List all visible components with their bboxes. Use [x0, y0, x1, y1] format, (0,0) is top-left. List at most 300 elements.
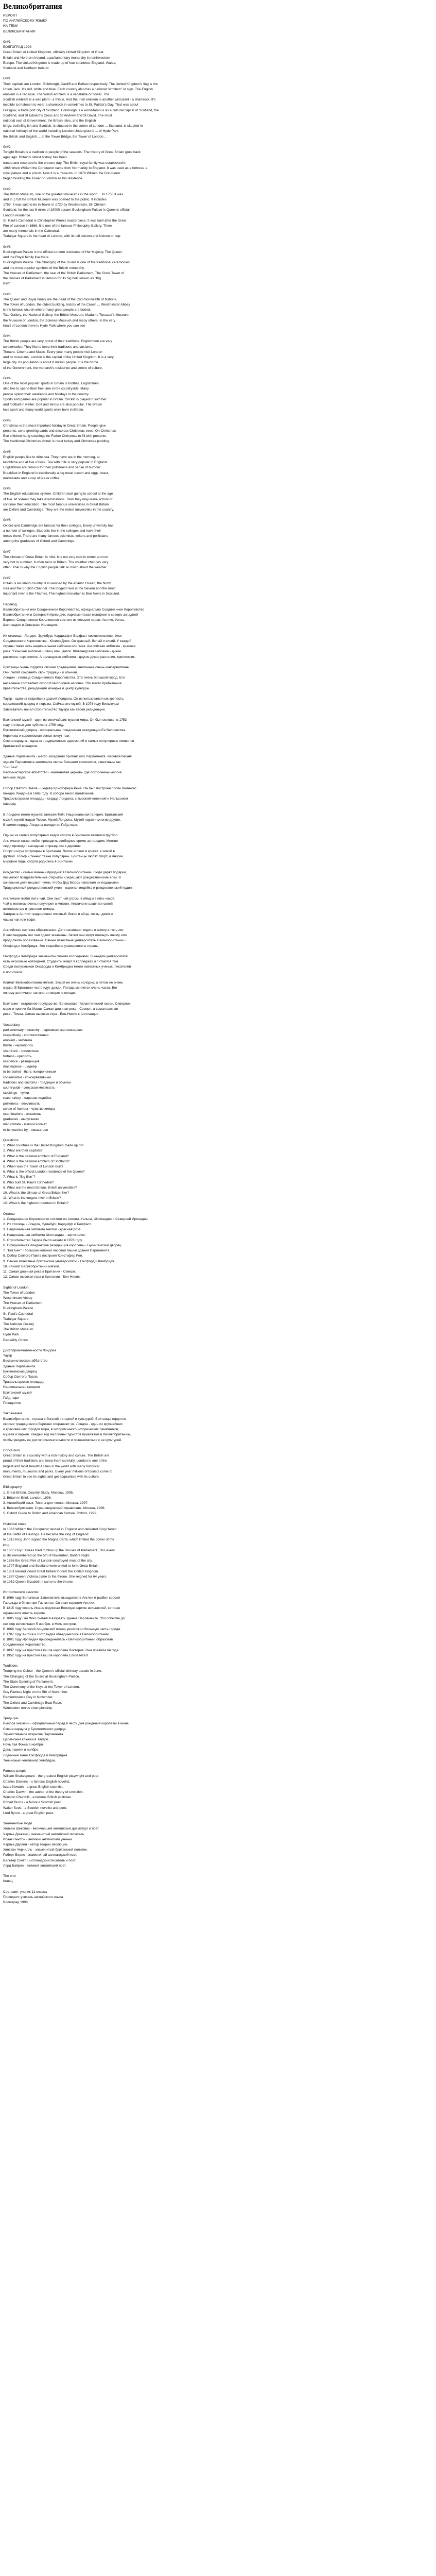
- text-line: Вальтер Скотт - шотландский писатель и поэт.: [3, 1858, 76, 1862]
- text-line: Лондон - столица Соединенного Королевства. Это очень большой город. Его: [3, 676, 125, 680]
- text-line: День памяти в ноябре.: [3, 1748, 40, 1752]
- text-line: Конец: [3, 1879, 13, 1884]
- text-line: Перевод: [3, 602, 17, 606]
- text-line: Церемония ключей в Тауэре.: [3, 1737, 49, 1741]
- text-line: mild climate - мягкий климат: [3, 1123, 47, 1127]
- text-line: Europe. The United Kingdom is made up of four countries: England, Wales,: [3, 61, 116, 65]
- text-line: Букингемский дворец - официальная лондонская резиденция Ее Величества.: [3, 728, 126, 733]
- text-line: Vocabulary: [3, 1023, 20, 1027]
- text-line: Union Jack. It's red, white and blue. Each country also has a national "emblem" or sign. The English: [3, 87, 153, 91]
- text-line: сочельник дети вешают чулки, чтобы Дед Мороз наполнил их подарками.: [3, 881, 119, 885]
- text-line: The Queen and Royal family are the head of the Commonwealth of Nations.: [3, 297, 117, 301]
- text-line: Чарльз Диккенс - знаменитый английский писатель.: [3, 1832, 85, 1836]
- text-line: и политиков.: [3, 970, 23, 974]
- text-line: Оксфорд и Кембридж. Это старейшие университеты страны.: [3, 944, 100, 948]
- text-line: В 1215 году король Иоанн подписал Великую хартию вольностей, которая: [3, 1606, 120, 1610]
- text-line: 3. Национальная эмблема Англии - красная роза.: [3, 1228, 82, 1232]
- text-line: Английская система образования. Дети начинают ходить в школу в пять лет.: [3, 928, 125, 932]
- text-line: of the Government, the monarch's residence and centre of culture.: [3, 366, 103, 370]
- text-line: Gr#2: [3, 145, 11, 149]
- text-line: The Tower of London: [3, 1291, 35, 1295]
- text-line: [3, 1711, 433, 1716]
- text-line: 2. Их столицы - Лондон, Эдинбург, Кардифф и Белфаст.: [3, 1223, 92, 1227]
- text-line: marmalade and a cup of tea or coffee.: [3, 476, 61, 480]
- text-line: Рождество - самый важный праздник в Великобритании. Люди дарят подарки,: [3, 870, 127, 874]
- text-line: музеев и парков. Каждый год миллионы туристов приезжают в Великобританию,: [3, 1433, 131, 1437]
- text-line: Британский музей - один из величайших музеев мира. Он был основан в 1753: [3, 718, 127, 722]
- text-line: Проверил: учитель английского языка: [3, 1895, 63, 1900]
- text-line: Здание Парламента - место заседаний британского Парламента. Часовая башня: [3, 755, 132, 759]
- text-line: Климат Великобритании мягкий. Зимой не очень холодно, а летом не очень: [3, 980, 123, 985]
- text-line: 9. Самые известные британские университеты - Оксфорд и Кембридж.: [3, 1259, 116, 1263]
- text-line: [3, 597, 433, 602]
- text-line: emblem - эмблема: [3, 1039, 32, 1043]
- text-line: Роберт Бернс - знаменитый шотландский поэт.: [3, 1853, 77, 1857]
- text-line: Buckingham Palace is the official London residence of Her Majesty. The Queen: [3, 250, 122, 255]
- text-line: Scottish emblem is a wild plant - a thistle. And the Irish emblem is another wild plant - a shamrock. It's: [3, 98, 156, 102]
- text-line: inedible to Irishmen to wear a shamrock in sometimes to St. Patrick's Day. That was about: [3, 103, 138, 107]
- text-line: ВЕЛИКОБРИТАНИЯ: [3, 29, 36, 33]
- text-line: Соединенное Королевство.: [3, 1643, 47, 1647]
- text-line: Теннисный чемпионат Уимблдон.: [3, 1758, 56, 1762]
- text-line: В 1952 году на престол взошла королева Елизавета II.: [3, 1653, 90, 1657]
- text-line: Tonight Britain is a tradition to people of the seasons. The history of Great Britain goes back: [3, 150, 141, 155]
- text-line: 8. Who built St. Paul's Cathedral?: [3, 1180, 54, 1184]
- text-line: Гарольда в битве при Гастингсе. Он стал королем Англии.: [3, 1601, 95, 1605]
- text-line: Bibliography: [3, 1485, 22, 1489]
- text-line: Gr#5: [3, 418, 11, 422]
- text-line: [3, 71, 433, 76]
- text-line: НА ТЕМУ: [3, 24, 19, 28]
- text-line: the Museum of London, the Science Museum and many others. In the very: [3, 318, 116, 323]
- text-line: 1066 when William the Conqueror came from Normandy to England. It was used as a fortress, a: [3, 166, 148, 170]
- text-line: продолжить образование. Самые известные университеты Великобритании -: [3, 939, 126, 943]
- text-line: ПО АНГЛИЙСКОМУ ЯЗЫКУ: [3, 19, 47, 23]
- text-line: Englishmen are famous for their politeness and sense of humour.: [3, 466, 101, 470]
- text-line: сих пор вспоминают 5 ноября, в Ночь костров.: [3, 1622, 77, 1626]
- text-line: роза. Уэльская эмблема - овощ или цветок. Шотландская эмблема - дикое: [3, 650, 121, 654]
- text-line: Wimbledon tennis championship.: [3, 1706, 53, 1710]
- text-line: Знаменитые люди: [3, 1822, 32, 1826]
- text-line: Собор Святого Павла - шедевр Кристофера Рена. Он был построен после Великого: [3, 786, 136, 790]
- text-line: traditions and customs - традиции и обычаи: [3, 1080, 71, 1084]
- text-line: to be buried - быть похороненным: [3, 1070, 56, 1074]
- text-line: Charles Dickens - a famous English novelist.: [3, 1780, 71, 1784]
- text-line: Шотландия и Северная Ирландия.: [3, 623, 58, 628]
- text-line: Они любят сохранять свои традиции и обычаи.: [3, 671, 78, 675]
- text-line: conservative. They like to keep their traditions and customs.: [3, 345, 93, 349]
- text-line: proud of their traditions and keep them carefully. London is one of the: [3, 1459, 108, 1463]
- text-line: река - Темза. Самая высокая гора - Бен-Невис в Шотландии.: [3, 1012, 100, 1016]
- text-line: William Shakespeare - the greatest English playwright and poet.: [3, 1774, 99, 1778]
- text-line: Уильям Шекспир - величайший английский драматург и поэт.: [3, 1827, 99, 1831]
- text-line: 1. What countries is the United Kingdom made up of?: [3, 1144, 84, 1148]
- text-line: Sights of London: [3, 1285, 29, 1290]
- text-line: Buckingham Palace: [3, 1307, 33, 1311]
- text-line: [3, 413, 433, 418]
- text-line: Glasgow, a trade port city of Scotland. Edinburgh is a world-famous as a cultural capital of Scotland, the: [3, 108, 159, 112]
- text-line: Исаак Ньютон - великий английский ученый.: [3, 1837, 74, 1841]
- text-line: important river is the Thames. The highest mountain is Ben Nevis in Scotland.: [3, 592, 120, 596]
- text-line: Трафальгарская площадь - сердце Лондона, с высокой колонной и Нельсоном: [3, 796, 128, 801]
- text-line: [3, 891, 433, 896]
- text-line: parliamentary monarchy - парламентская монархия: [3, 1028, 83, 1032]
- text-line: Gr#1: [3, 77, 11, 81]
- text-line: [3, 660, 433, 665]
- text-line: The Tower of London, the oldest building, history of the Crown ... Westminster Abbey: [3, 303, 130, 307]
- text-line: посылают поздравительные открытки и украшают рождественские елки. В: [3, 875, 121, 879]
- text-line: люди проводят выходные и праздники в деревне.: [3, 844, 82, 848]
- text-line: 1. Great Britain. Country Study. Moscow, 1995.: [3, 1490, 74, 1495]
- text-line: Спорт и игры популярны в Британии. Летом играют в крикет, а зимой в: [3, 849, 115, 853]
- text-line: Смена караула у Букингемского дворца.: [3, 1727, 67, 1731]
- text-line: The traditional Christmas dinner is roast turkey and Christmas pudding.: [3, 439, 110, 444]
- text-line: пожара Лондона в 1666 году. В соборе много памятников.: [3, 791, 95, 795]
- text-line: [3, 329, 433, 334]
- text-line: REPORT: [3, 14, 18, 18]
- text-line: Традиционный рождественский ужин - жареная индейка и рождественский пудинг.: [3, 886, 134, 890]
- text-line: Charles Darwin - the author of the theory of evolution.: [3, 1790, 84, 1794]
- text-line: Волгоград 1998: [3, 1901, 28, 1905]
- text-line: Вестминстерское аббатство: [3, 1359, 48, 1363]
- text-line: мировые виды спорта родились в Британии.: [3, 860, 74, 864]
- text-line: continue their education. The most famous universities in Great Britain: [3, 502, 109, 506]
- text-line: traced and recorded to the present day. The British royal family was established in: [3, 161, 127, 165]
- text-line: The end: [3, 1874, 16, 1878]
- text-line: and the most popular symbols of the British monarchy.: [3, 266, 85, 270]
- text-line: Christmas is the most important holiday in Great Britain. People give: [3, 423, 106, 428]
- text-line: Трафальгарская площадь: [3, 1380, 44, 1384]
- text-line: Традиции: [3, 1717, 19, 1721]
- text-line: Европе. Соединенное Королевство состоит из четырех стран: Англия, Уэльс,: [3, 618, 126, 622]
- text-line: [3, 371, 433, 376]
- text-line: Conclusion: [3, 1448, 20, 1452]
- text-line: Great Britain is a country with a rich history and culture. The British are: [3, 1454, 110, 1458]
- text-line: Собор Святого Павла: [3, 1375, 38, 1379]
- text-line: музей, музей мадам Тюссо, Музей Лондона, Музей науки и многие другие.: [3, 818, 121, 822]
- text-line: Theatre, Cinema and Music. Every year many people visit London: [3, 350, 102, 354]
- text-line: Gr#7: [3, 550, 11, 554]
- text-line: 11. What is the longest river in Britain?: [3, 1196, 61, 1200]
- text-line: Британцы очень гордятся своими традициями. Англичане очень консервативны.: [3, 665, 131, 669]
- text-line: Scotland and Northern Ireland.: [3, 66, 49, 71]
- text-line: Winston Churchill - a famous British politician.: [3, 1795, 72, 1800]
- text-line: [3, 1280, 433, 1285]
- text-line: 3. What is the national emblem of England?: [3, 1154, 69, 1158]
- text-line: The British people are very proud of their traditions. Englishmen are very: [3, 340, 112, 344]
- text-line: Great Britain to see its sights and get acquainted with its culture.: [3, 1475, 100, 1479]
- text-line: The National Gallery: [3, 1323, 34, 1327]
- text-line: [3, 949, 433, 954]
- text-line: есть несколько колледжей. Студенты живут в колледжах и питаются там.: [3, 960, 119, 964]
- text-line: 12. Самая высокая гора в Британии - Бен-Невис.: [3, 1275, 81, 1279]
- text-line: heart of London there is Hyde Park where you can see: [3, 324, 85, 328]
- text-line: [3, 1869, 433, 1874]
- text-line: [3, 691, 433, 697]
- text-line: In 1801 Ireland joined Great Britain to form the United Kingdom.: [3, 1569, 99, 1573]
- text-line: В 1605 году Гай Фокс пытался взорвать здание Парламента. Это событие до: [3, 1617, 125, 1621]
- text-line: national holidays of the world including London Underground ... of Hyde Park: [3, 129, 119, 133]
- text-line: [3, 140, 433, 145]
- text-line: Scotland, for the last 6 miles of 19000 square Buckingham Palace is Queen's official: [3, 208, 130, 212]
- text-line: roast turkey - жареная индейка: [3, 1096, 51, 1100]
- text-line: правительства, резиденция монарха и центр культуры.: [3, 686, 91, 690]
- text-line: Historical notes: [3, 1522, 27, 1526]
- text-line: Oxford and Cambridge are famous for their colleges. Every university has: [3, 523, 114, 528]
- text-line: Ben".: [3, 282, 11, 286]
- text-line: Британия - островное государство. Ее омывают Атлантический океан, Северное: [3, 1002, 131, 1006]
- text-line: чашка чая или кофе.: [3, 918, 37, 922]
- text-line: conservative - консервативный: [3, 1075, 51, 1079]
- text-line: to be washed by - омываться: [3, 1128, 48, 1132]
- text-line: "Биг Бен".: [3, 765, 19, 769]
- text-line: 10. What is the climate of Great Britain like?: [3, 1191, 69, 1195]
- text-line: Великобритания или Соединенное Королевство, официально Соединенное Королевство: [3, 607, 145, 612]
- text-line: В 1801 году Ирландия присоединилась к Великобритании, образовав: [3, 1638, 113, 1642]
- text-line: В 1066 году Вильгельм Завоеватель высадился в Англии и разбил короля: [3, 1596, 120, 1600]
- text-line: В Лондоне много музеев: галерея Тейт, Национальная галерея, Британский: [3, 812, 123, 817]
- text-line: [3, 445, 433, 450]
- text-line: Лодочные гонки Оксфорда и Кембриджа.: [3, 1753, 68, 1757]
- text-line: Eve children hang stockings for Father Christmas to fill with presents.: [3, 434, 107, 438]
- text-line: Тауэр: [3, 1354, 12, 1358]
- text-line: national seat of Government, the British Isles, and the English: [3, 119, 96, 123]
- text-line: [3, 1585, 433, 1590]
- text-line: shamrock - трилистник: [3, 1049, 39, 1053]
- text-line: 7. What is "Big Ben"?: [3, 1175, 36, 1179]
- text-line: 1. Соединенное Королевство состоит из Англии, Уэльса, Шотландии и Северной Ирландии.: [3, 1217, 149, 1222]
- text-line: Isaac Newton - a great English scientist.: [3, 1785, 64, 1789]
- text-line: Пикадилли: [3, 1401, 21, 1405]
- text-line: [3, 1816, 433, 1821]
- text-line: St. Paul's Cathedral: [3, 1312, 33, 1316]
- text-line: [3, 923, 433, 928]
- text-line: 5. Oxford Guide to British and American Culture. Oxford, 1999.: [3, 1512, 97, 1516]
- text-line: 12. What is the highest mountain in Britain?: [3, 1201, 69, 1206]
- text-line: Questions: [3, 1138, 19, 1142]
- text-line: [3, 35, 433, 40]
- text-line: [3, 286, 433, 292]
- text-line: 3. Английский язык. Тексты для чтения. Москва, 1997.: [3, 1501, 89, 1505]
- text-line: countryside - сельская местность: [3, 1086, 55, 1090]
- text-line: Среди выпускников Оксфорда и Кембриджа много известных ученых, писателей: [3, 965, 131, 969]
- text-line: Великобритания - страна с богатой историей и культурой. Британцы гордятся: [3, 1417, 126, 1421]
- text-line: [3, 828, 433, 833]
- text-line: thistle - чертополох: [3, 1044, 33, 1048]
- text-line: Scotland, and St Edward's Cross and St Andrew and St David. The most: [3, 113, 112, 117]
- text-line: also like to spend their free time in the countryside. Many: [3, 387, 89, 391]
- text-line: Тауэр - одно из старейших зданий Лондона. Он использовался как крепость,: [3, 697, 125, 701]
- text-line: [3, 1658, 433, 1664]
- text-line: people spend their weekends and holidays in the country ...: [3, 392, 93, 396]
- text-line: Ночь Гая Фокса 5 ноября.: [3, 1743, 44, 1747]
- text-line: Tate Gallery, the National Gallery, the British Museum, Madame Tussaud's Museum,: [3, 313, 130, 317]
- text-line: very hot in summer. It often rains in Britain. The weather changes very: [3, 560, 109, 564]
- text-line: Great Britain or United Kingdom, officially United Kingdom of Great: [3, 50, 103, 55]
- text-line: are many memorials in the Cathedral.: [3, 229, 60, 233]
- text-line: St. Paul's Cathedral is Christopher Wren's masterpiece. It was built after the Great: [3, 218, 127, 223]
- text-line: [3, 481, 433, 486]
- text-line: Trooping the Colour - the Queen's official birthday parade in June.: [3, 1669, 102, 1673]
- text-line: В 1666 году Великий лондонский пожар уничтожил большую часть города.: [3, 1627, 121, 1631]
- text-line: Traditions: [3, 1664, 18, 1668]
- text-line: 5. When was the Tower of London built?: [3, 1165, 64, 1168]
- text-line: Завтрак в Англии традиционно плотный: бекон и яйца, тосты, джем и: [3, 912, 113, 917]
- text-line: [3, 570, 433, 575]
- text-line: respectively - соответственно: [3, 1033, 49, 1037]
- text-line: [3, 1406, 433, 1411]
- text-line: Ответы: [3, 1212, 15, 1216]
- text-line: Исторические заметки: [3, 1590, 39, 1595]
- text-line: Sea and the English Channel. The longest river is the Severn and the most: [3, 586, 116, 590]
- text-line: royal palace and a prison. Now it is a museum. In 1078 William the Conqueror: [3, 172, 120, 176]
- text-line: 2. What are their capitals?: [3, 1149, 43, 1153]
- text-line: [3, 781, 433, 786]
- text-line: Fire of London in 1666. It is one of the famous Philosophy Gallery. There: [3, 224, 112, 228]
- text-line: растение, чертополох. А ирландская эмблема - другое дикое растение, трилистник.: [3, 655, 136, 659]
- text-line: The Changing of the Guard at Buckingham Palace.: [3, 1674, 80, 1679]
- text-line: Robert Burns - a famous Scottish poet.: [3, 1801, 62, 1805]
- text-line: и красивейших городов мира, в котором много исторических памятников,: [3, 1428, 119, 1432]
- text-line: [3, 181, 433, 187]
- text-line: [3, 1764, 433, 1769]
- text-line: море и пролив Ла-Манш. Самая длинная река - Северн, а самая важная: [3, 1007, 118, 1011]
- text-line: [3, 544, 433, 549]
- text-line: monuments, museums and parks. Every year millions of tourists come to: [3, 1469, 113, 1473]
- text-line: наверху.: [3, 802, 16, 806]
- text-line: largest and most beautiful cities in the world with many historical: [3, 1464, 100, 1468]
- text-line: graduates - выпускники: [3, 1117, 40, 1122]
- text-line: 5. Строительство Тауэра было начато в 1078 году.: [3, 1238, 83, 1242]
- text-line: Выноса знамени - официальный парад в честь дня рождения королевы в июне.: [3, 1722, 130, 1726]
- text-line: politeness - вежливость: [3, 1101, 40, 1106]
- text-line: Piccadilly Circus: [3, 1338, 28, 1342]
- text-line: In 1707 England and Scotland were united to form Great Britain.: [3, 1564, 100, 1568]
- text-line: 4. Национальная эмблема Шотландии - чертополох.: [3, 1233, 86, 1237]
- text-line: В самом сердце Лондона находится Гайд-парк.: [3, 823, 78, 827]
- text-line: [3, 1343, 433, 1348]
- text-line: Англичане любят пить чай. Они пьют чай утром, в обед и в пять часов.: [3, 896, 115, 901]
- text-line: Смена караула - одна из традиционных церемоний и самых популярных символов: [3, 739, 134, 743]
- text-line: Королева и королевская семья живут там.: [3, 734, 70, 738]
- text-line: Their capitals are London, Edinburgh, Cardiff and Belfast respectively. The United Kingdom's flag is the: [3, 82, 158, 86]
- text-line: Gr#3: [3, 245, 11, 249]
- text-line: [3, 1480, 433, 1485]
- text-line: Gr#7: [3, 576, 11, 580]
- text-line: began building the Tower of London as his residence.: [3, 177, 83, 181]
- text-line: В 1837 году на престол взошла королева Виктория. Она правила 64 года.: [3, 1648, 120, 1652]
- text-line: Их столицы - Лондон, Эдинбург, Кардифф и Белфаст соответственно. Флаг: [3, 634, 123, 638]
- text-line: English people like to drink tea. They have tea in the morning, at: [3, 455, 100, 459]
- text-line: Одним из самых популярных видов спорта в Британии является футбол.: [3, 834, 119, 838]
- text-line: Trafalgar Square is the heart of London, with its tall column and Nelson on top.: [3, 234, 121, 239]
- text-line: чтобы увидеть ее достопримечательности и познакомиться с ее культурой.: [3, 1438, 123, 1442]
- text-line: love sport and many world sports were born in Britain.: [3, 408, 84, 412]
- text-line: страны также есть национальная эмблема или знак. Английская эмблема - красная: [3, 645, 136, 649]
- text-line: One of the most popular sports in Britain is football. Englishmen: [3, 382, 99, 386]
- text-line: королевский дворец и тюрьма. Сейчас это музей. В 1078 году Вильгельм: [3, 702, 119, 706]
- text-line: Завоеватель начал строительство Тауэра как своей резиденции.: [3, 707, 106, 711]
- text-line: sense of humour - чувство юмора: [3, 1107, 55, 1111]
- text-line: and its museums. London is the capital of the United Kingdom. It is a very: [3, 355, 114, 360]
- text-line: [3, 1133, 433, 1138]
- text-line: [3, 1443, 433, 1448]
- text-line: The State Opening of Parliament.: [3, 1680, 54, 1684]
- text-line: meals there. There are many famous scientists, writers and politicians: [3, 534, 108, 538]
- text-line: [3, 629, 433, 634]
- text-line: The climate of Great Britain is mild. It is not very cold in winter and not: [3, 555, 109, 559]
- text-line: [3, 713, 433, 718]
- text-line: Вестминстерское аббатство - знаменитая церковь, где похоронены многие: [3, 770, 122, 774]
- text-line: [3, 807, 433, 812]
- text-line: Guy Fawkes Night on the 5th of November.: [3, 1690, 68, 1694]
- text-line: Лорд Байрон - великий английский поэт.: [3, 1863, 66, 1868]
- text-line: 2. Britain in Brief. London, 1996.: [3, 1496, 52, 1500]
- document-body: [3, 13, 433, 1905]
- text-line: Remembrance Day in November.: [3, 1696, 54, 1700]
- text-line: among the graduates of Oxford and Cambridge.: [3, 539, 76, 544]
- text-line: Gr#6: [3, 518, 11, 522]
- text-line: Соединенного Королевства - Юнион Джек. Он красный, белый и синий. У каждой: [3, 639, 132, 643]
- text-line: Gr#1: [3, 40, 11, 44]
- text-line: [3, 865, 433, 870]
- text-line: lunchtime and at five o'clock. Tea with milk is very popular in England.: [3, 461, 108, 465]
- text-line: Гайд-парк: [3, 1396, 19, 1400]
- text-line: 4. What is the national emblem of Scotland?: [3, 1159, 70, 1163]
- text-line: In 1837 Queen Victoria came to the throne. She reigned for 64 years.: [3, 1574, 107, 1579]
- text-line: is the famous church where many great people are buried.: [3, 308, 91, 312]
- text-line: Составил: ученик 11 класса: [3, 1890, 47, 1894]
- text-line: residence - резиденция: [3, 1059, 40, 1063]
- text-line: Торжественное открытие Парламента.: [3, 1732, 64, 1736]
- text-line: and the Royal family live there.: [3, 256, 50, 260]
- text-line: Заключение: [3, 1412, 23, 1416]
- text-line: здания Парламента знаменита своим большим колоколом, известным как: [3, 760, 121, 764]
- text-line: [3, 1885, 433, 1890]
- text-line: [3, 513, 433, 518]
- text-line: In 1952 Queen Elizabeth II came to the throne.: [3, 1580, 74, 1584]
- text-line: Чай с молоком очень популярен в Англии. Англичане славятся своей: [3, 902, 113, 906]
- text-line: Breakfast in England is traditionally a big meal: bacon and eggs, toast,: [3, 471, 109, 475]
- text-line: 6. Официальная лондонская резиденция королевы - Букингемский дворец.: [3, 1244, 123, 1248]
- text-line: 7. "Биг Бен" - большой колокол часовой башни здания Парламента.: [3, 1249, 111, 1253]
- text-line: жарко. В Британии часто идут дожди. Погода меняется очень часто. Вот: [3, 986, 118, 990]
- text-line: Достопримечательности Лондона: [3, 1349, 57, 1353]
- text-line: The Houses of Parliament: [3, 1301, 43, 1306]
- text-line: Букингемский дворец: [3, 1369, 37, 1374]
- text-line: футбол. Гольф и теннис также популярны. Британцы любят спорт, и многие: [3, 855, 123, 859]
- text-line: Hyde Park: [3, 1333, 19, 1337]
- text-line: often. That is why the English people talk so much about the weather.: [3, 566, 108, 570]
- text-line: британской монархии.: [3, 744, 39, 748]
- text-line: Национальная галерея: [3, 1385, 40, 1389]
- text-line: The Houses of Parliament, the seat of the British Parliament. The Clock Tower of: [3, 271, 125, 275]
- text-line: In 1066 William the Conqueror landed in England and defeated King Harold: [3, 1527, 117, 1531]
- text-line: ages ago. Britain's oldest history has been: [3, 156, 67, 160]
- text-line: is still remembered on the 5th of November, Bonfire Night.: [3, 1553, 91, 1557]
- text-line: В 1707 году Англия и Шотландия объединились в Великобританию.: [3, 1632, 110, 1636]
- text-line: [3, 996, 433, 1002]
- text-line: emblem is a red rose. The Welsh emblem is a vegetable or flower. The: [3, 93, 109, 97]
- text-line: Британский музей: [3, 1391, 32, 1395]
- text-line: [3, 749, 433, 754]
- text-line: [3, 1207, 433, 1212]
- text-line: In 1605 Guy Fawkes tried to blow up the Houses of Parliament. This event: [3, 1548, 115, 1552]
- text-line: the Houses of Parliament is famous for its big bell, known as "Big: [3, 277, 101, 281]
- text-line: Gr#6: [3, 487, 11, 491]
- text-line: Уинстон Черчилль - знаменитый британский политик.: [3, 1848, 88, 1852]
- text-line: The English educational system. Children start going to school at the age: [3, 492, 113, 496]
